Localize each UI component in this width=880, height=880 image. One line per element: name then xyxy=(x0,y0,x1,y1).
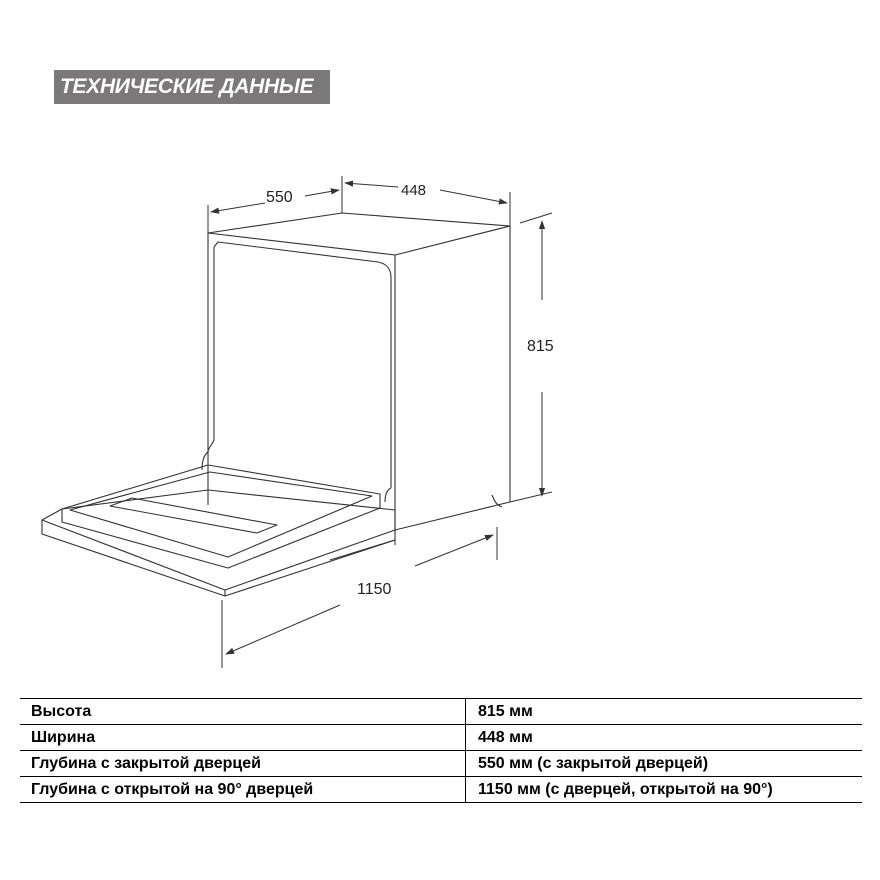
spec-value: 448 мм xyxy=(466,725,863,751)
dishwasher-dimension-diagram xyxy=(0,150,880,680)
dimension-label-depth-closed: 550 xyxy=(266,189,293,206)
table-row xyxy=(20,699,862,725)
table-row xyxy=(20,725,862,751)
spec-value: 1150 мм (с дверцей, открытой на 90°) xyxy=(466,777,863,803)
dimension-label-width: 448 xyxy=(401,182,427,199)
spec-label: Глубина с закрытой дверцей xyxy=(20,751,466,777)
dishwasher-outline xyxy=(42,213,510,596)
table-row xyxy=(20,751,862,777)
spec-label: Ширина xyxy=(20,725,466,751)
dimension-label-height: 815 xyxy=(527,338,554,355)
spec-label: Высота xyxy=(20,699,466,725)
specs-table xyxy=(20,698,862,803)
spec-label: Глубина с открытой на 90° дверцей xyxy=(20,777,466,803)
table-row xyxy=(20,777,862,803)
spec-value: 550 мм (с закрытой дверцей) xyxy=(466,751,863,777)
dimension-label-depth-open: 1150 xyxy=(357,581,392,598)
spec-value: 815 мм xyxy=(466,699,863,725)
section-title: ТЕХНИЧЕСКИЕ ДАННЫЕ xyxy=(54,70,330,104)
